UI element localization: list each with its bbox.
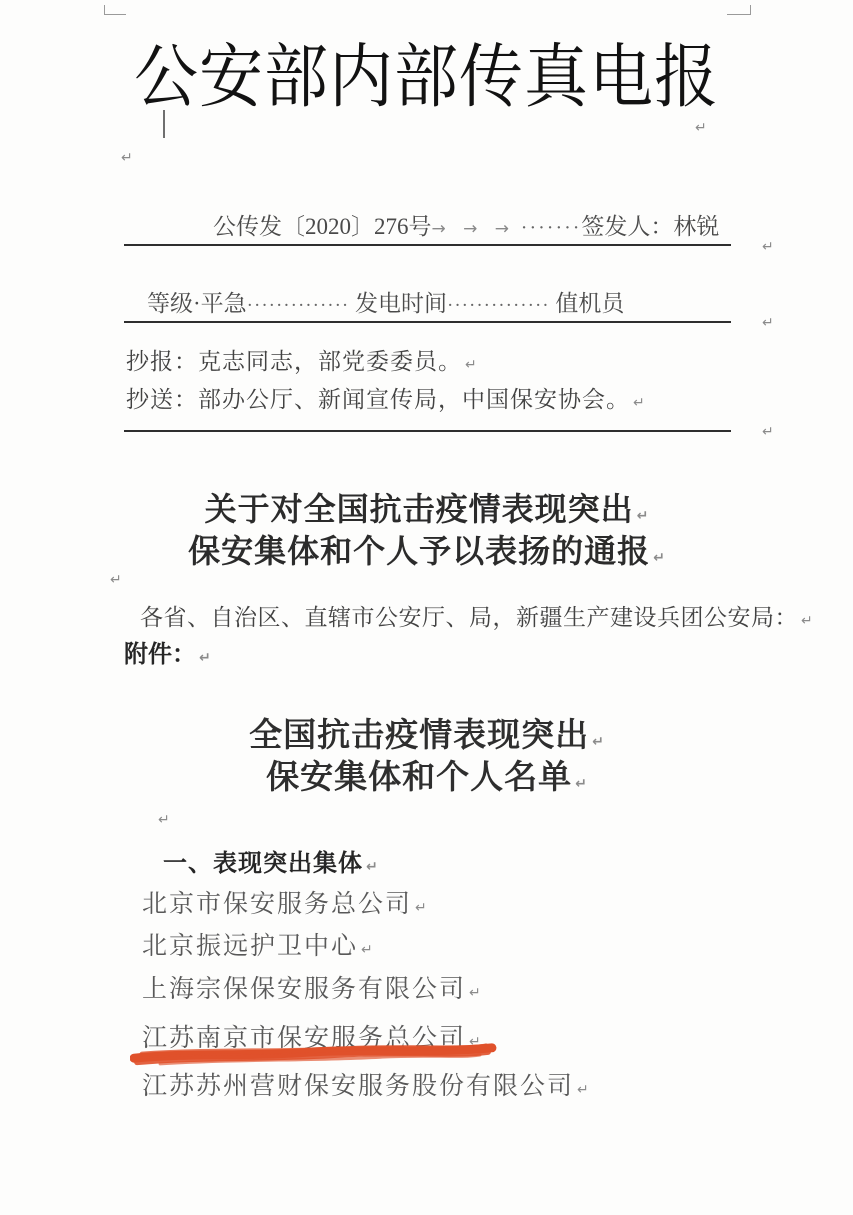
return-mark-icon: ↵ (366, 859, 378, 875)
list-item-text: 北京市保安服务总公司 (142, 891, 413, 918)
return-mark-icon: ↵ (465, 357, 477, 373)
red-underline-scribble (130, 1040, 498, 1070)
return-mark-icon: ↵ (653, 550, 665, 566)
return-mark-icon: ↵ (361, 942, 373, 958)
divider-line (124, 321, 731, 323)
list-item-text: 上海宗保保安服务有限公司 (142, 976, 467, 1003)
return-mark-icon: ↵ (199, 650, 211, 666)
issuer-label: 签发人：林锐 (581, 214, 720, 239)
tab-marks-icon: → → → (431, 219, 516, 239)
divider-line (124, 430, 731, 432)
return-mark-icon: ↵ (469, 985, 481, 1001)
list-item-text: 江苏苏州营财保安服务股份有限公司 (142, 1073, 575, 1100)
return-mark-icon: ↵ (121, 150, 133, 166)
send-time-label: 发电时间 (355, 291, 448, 316)
attachment-title-line1 (0, 709, 853, 756)
return-mark-icon: ↵ (575, 776, 587, 792)
return-mark-icon: ↵ (762, 315, 774, 331)
operator-label: 值机员 (555, 291, 625, 316)
attachment-title-text2: 保安集体和个人名单 (266, 758, 573, 795)
return-mark-icon: ↵ (762, 239, 774, 255)
addressee-line (140, 599, 813, 632)
copy-report-line (126, 343, 477, 376)
copy-send-line (126, 381, 645, 414)
list-item-text: 北京振远护卫中心 (142, 933, 359, 960)
return-mark-icon: ↵ (577, 1082, 589, 1098)
copy-report-text: 抄报：克志同志，部党委委员。 (126, 349, 462, 374)
addressee-text: 各省、自治区、直辖市公安厅、局，新疆生产建设兵团公安局： (140, 605, 798, 630)
grade-line (124, 259, 624, 344)
letterhead-title: 公安部内部传真电报 (134, 39, 719, 116)
return-mark-icon: ↵ (762, 424, 774, 440)
dot-leader: ·············· (246, 295, 350, 316)
notice-title-text2: 保安集体和个人予以表扬的通报 (188, 533, 651, 569)
return-mark-icon: ↵ (636, 508, 649, 524)
return-mark-icon: ↵ (592, 734, 604, 750)
divider-line (124, 244, 731, 246)
list-item (142, 969, 481, 1005)
attachment-label (124, 634, 211, 669)
grade-label: 等级·平急 (147, 291, 247, 316)
notice-title-line1 (0, 484, 853, 530)
list-item (142, 926, 373, 962)
attachment-title-line2 (0, 751, 853, 798)
doc-number: 公传发〔2020〕276号 (213, 214, 432, 239)
return-mark-icon: ↵ (158, 812, 170, 828)
section-heading (163, 843, 378, 878)
doc-number-line (190, 182, 719, 267)
attachment-title-text1: 全国抗击疫情表现突出 (249, 716, 590, 753)
list-item-text: 江苏南京市保安服务总公司 (142, 1025, 467, 1052)
attachment-label-text: 附件： (124, 641, 196, 668)
return-mark-icon: ↵ (110, 572, 122, 588)
return-mark-icon: ↵ (695, 120, 707, 136)
copy-send-text: 抄送：部办公厅、新闻宣传局，中国保安协会。 (126, 387, 630, 412)
return-mark-icon: ↵ (801, 613, 813, 629)
dot-leader: ······· (520, 217, 582, 239)
return-mark-icon: ↵ (415, 900, 427, 916)
notice-title-text1: 关于对全国抗击疫情表现突出 (204, 491, 634, 527)
dot-leader: ·············· (447, 295, 550, 316)
section-heading-text: 一、表现突出集体 (163, 850, 363, 877)
list-item (142, 1066, 589, 1102)
notice-title-line2 (0, 526, 853, 572)
return-mark-icon: ↵ (633, 395, 645, 411)
return-mark-icon: ↵ (469, 1034, 481, 1050)
list-item (142, 884, 427, 920)
